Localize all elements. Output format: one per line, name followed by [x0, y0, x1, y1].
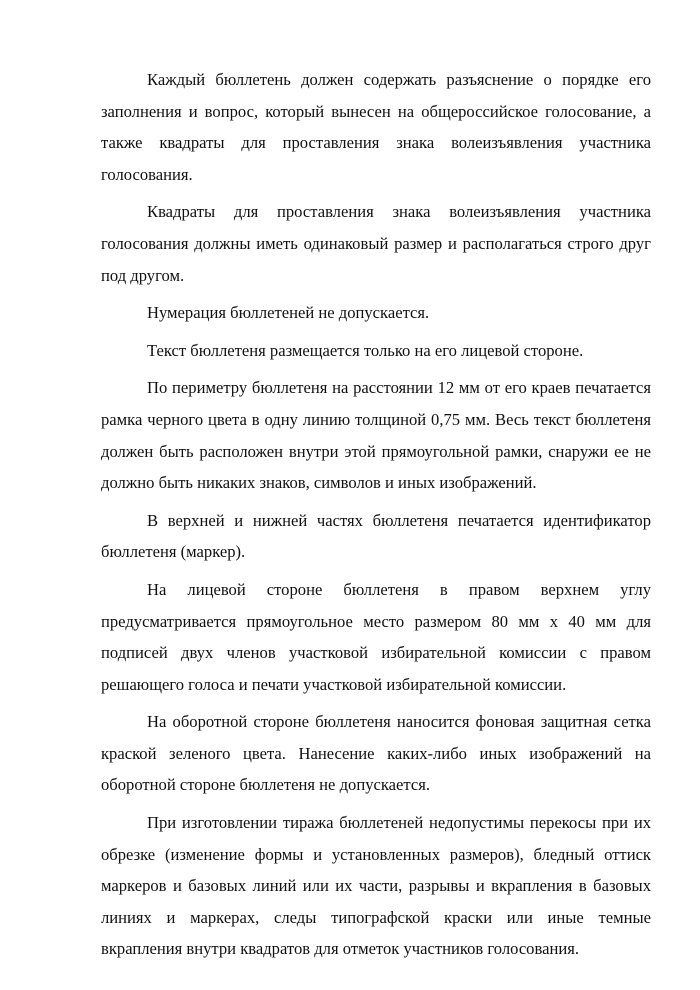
- paragraph-squares-layout: Квадраты для проставления знака волеизъявления участника голосования должны иметь одинаковый размер и располагаться строго друг под другом.: [101, 202, 651, 285]
- paragraph-marker: В верхней и нижней частях бюллетеня печатается идентификатор бюллетеня (маркер).: [101, 510, 651, 562]
- paragraph-print-defects: При изготовлении тиража бюллетеней недопустимы перекосы при их обрезке (изменение формы и установленных размеров), бледный оттиск маркеров и базовых линий или их части, разрывы и вкрапления в базовых линиях и маркерах, следы типографской краски или иные темные вкрапления внутри квадратов для отметок участников голосования.: [101, 813, 651, 959]
- paragraph-frame: По периметру бюллетеня на расстоянии 12 мм от его краев печатается рамка черного цвета в одну линию толщиной 0,75 мм. Весь текст бюллетеня должен быть расположен внутри этой прямоугольной рамки, снаружи ее не должно быть никаких знаков, символов и иных изображений.: [101, 378, 651, 493]
- paragraph-numbering: Нумерация бюллетеней не допускается.: [147, 303, 430, 323]
- paragraph-ballot-contents: Каждый бюллетень должен содержать разъяснение о порядке его заполнения и вопрос, который вынесен на общероссийское голосование, а также квадраты для проставления знака волеизъявления участника голосования.: [101, 70, 651, 184]
- document-page: [101, 64, 651, 971]
- paragraph-text-placement: Текст бюллетеня размещается только на его лицевой стороне.: [147, 340, 584, 360]
- paragraph-signature-area: На лицевой стороне бюллетеня в правом верхнем углу предусматривается прямоугольное место размером 80 мм х 40 мм для подписей двух членов участковой избирательной комиссии с правом решающего голоса и печати участковой избирательной комиссии.: [101, 579, 651, 694]
- paragraph-back-side: На оборотной стороне бюллетеня наносится фоновая защитная сетка краской зеленого цвета. Нанесение каких-либо иных изображений на оборотной стороне бюллетеня не допускается.: [101, 712, 651, 795]
